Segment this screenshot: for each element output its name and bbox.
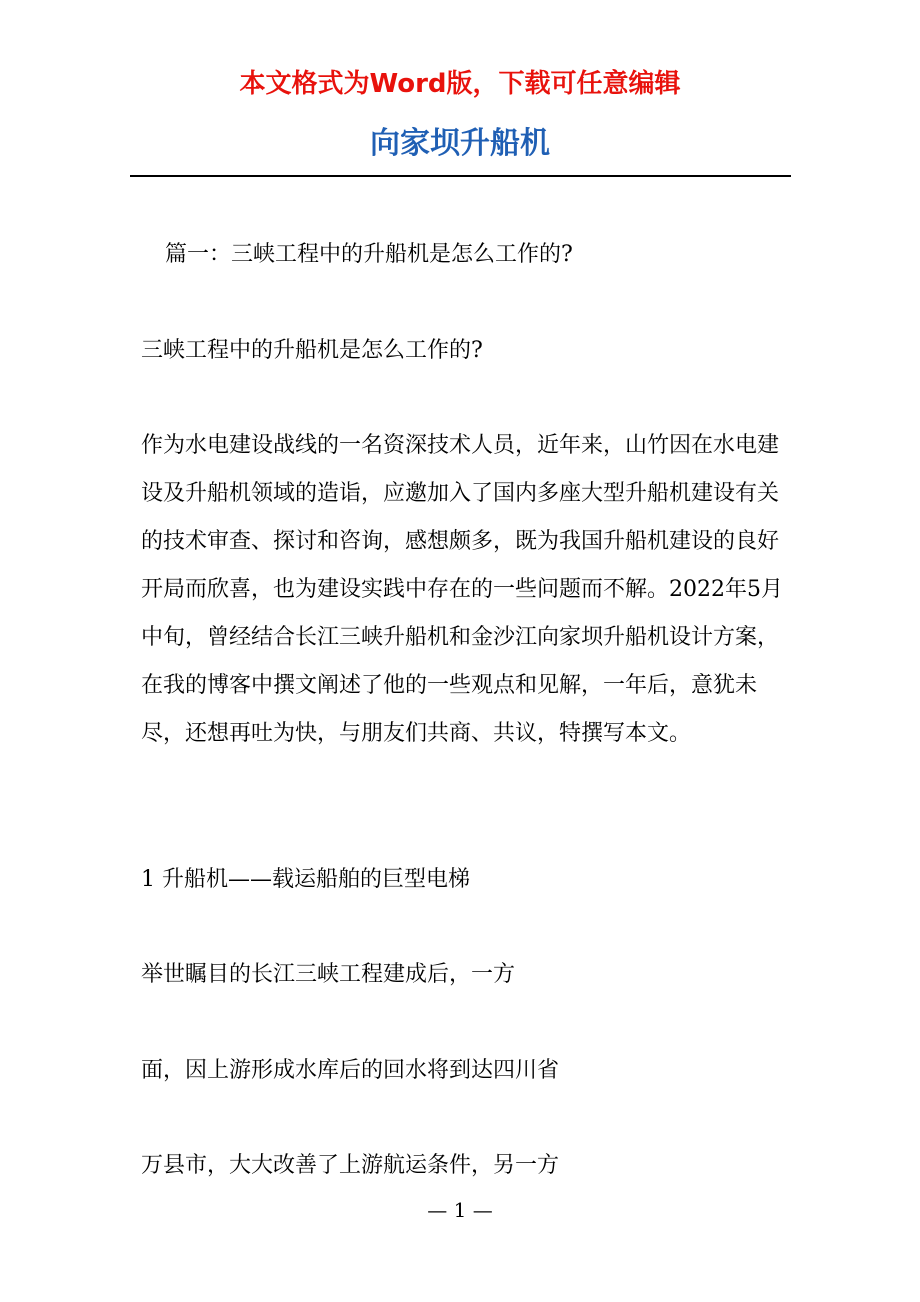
paragraph-intro: 作为水电建设战线的一名资深技术人员，近年来，山竹因在水电建设及升船机领域的造诣，应邀加入了国内多座大型升船机建设有关的技术审查、探讨和咨询，感想颇多，既为我国升船机建设的良好开局而欣喜，也为建设实践中存在的一些问题而不解。2022年5月中旬，曾经结合长江三峡升船机和金沙江向家坝升船机设计方案，在我的博客中撰文阐述了他的一些观点和见解，一年后，意犹未尽，还想再吐为快，与朋友们共商、共议，特撰写本文。 bbox=[141, 433, 783, 746]
paragraph-section-heading: 篇一：三峡工程中的升船机是怎么工作的? bbox=[165, 242, 573, 267]
paragraph-line-2: 面，因上游形成水库后的回水将到达四川省 bbox=[141, 1058, 560, 1083]
paragraph-line-1: 举世瞩目的长江三峡工程建成后，一方 bbox=[141, 962, 516, 987]
page-number: — 1 — bbox=[427, 1198, 493, 1222]
document-title: 向家坝升船机 bbox=[370, 126, 550, 161]
paragraph-question: 三峡工程中的升船机是怎么工作的? bbox=[141, 338, 483, 363]
paragraph-line-3: 万县市，大大改善了上游航运条件，另一方 bbox=[141, 1153, 560, 1178]
header-divider bbox=[130, 175, 791, 177]
format-banner: 本文格式为Word版，下载可任意编辑 bbox=[239, 69, 681, 99]
paragraph-subheading: 1 升船机——载运船舶的巨型电梯 bbox=[141, 867, 470, 892]
